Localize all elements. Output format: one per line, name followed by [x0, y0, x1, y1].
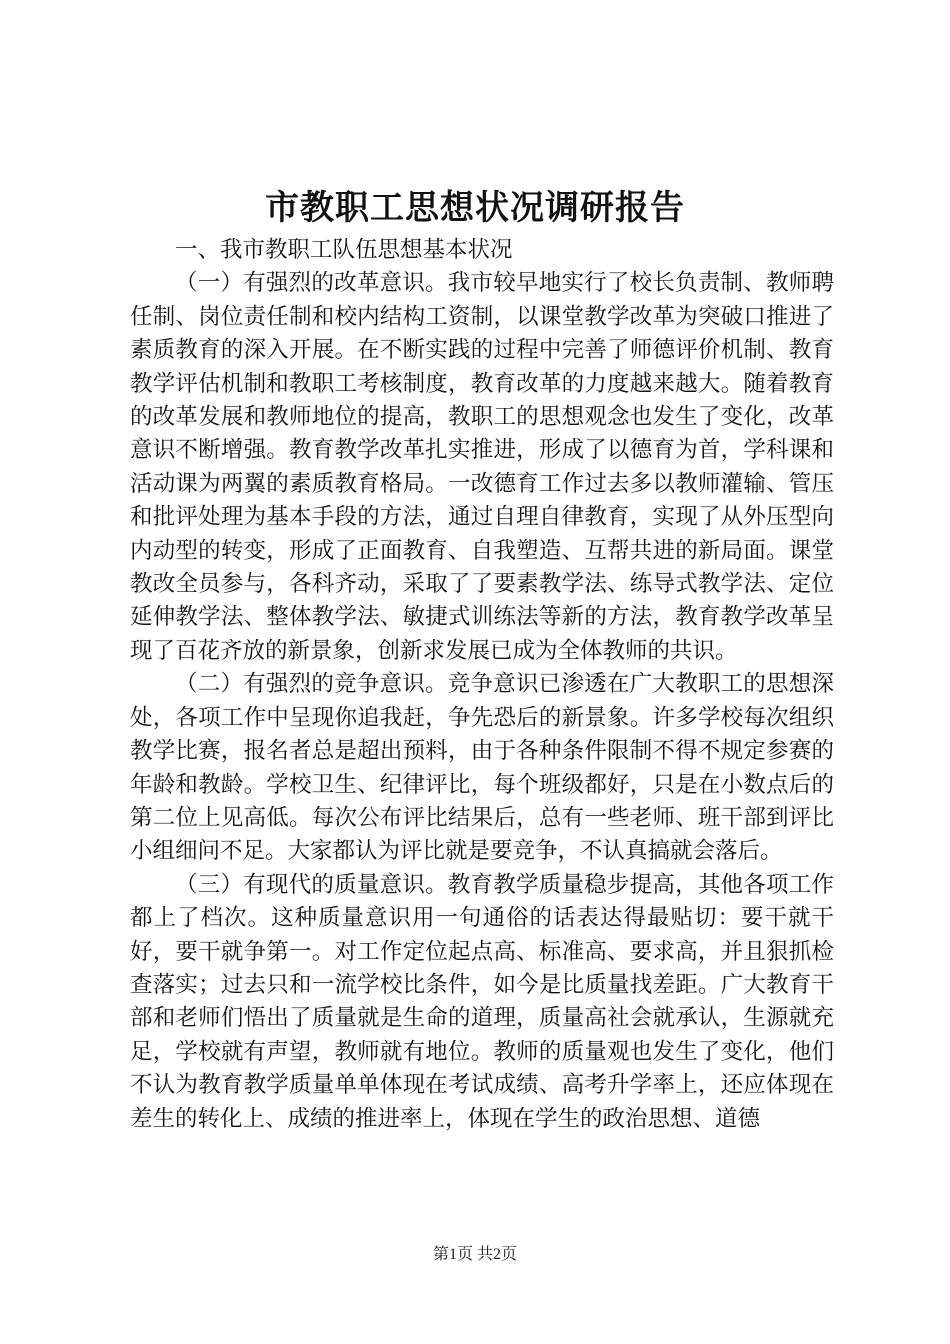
paragraph-reform-awareness: （一）有强烈的改革意识。我市较早地实行了校长负责制、教师聘任制、岗位责任制和校内结构工资制，以课堂教学改革为突破口推进了素质教育的深入开展。在不断实践的过程中完善了师德评价机制、教育教学评估机制和教职工考核制度，教育改革的力度越来越大。随着教育的改革发展和教师地位的提高，教职工的思想观念也发生了变化，改革意识不断增强。教育教学改革扎实推进，形成了以德育为首，学科课和活动课为两翼的素质教育格局。一改德育工作过去多以教师灌输、管压和批评处理为基本手段的方法，通过自理自律教育，实现了从外压型向内动型的转变，形成了正面教育、自我塑造、互帮共进的新局面。课堂教改全员参与，各科齐动，采取了了要素教学法、练导式教学法、定位延伸教学法、整体教学法、敏捷式训练法等新的方法，教育教学改革呈现了百花齐放的新景象，创新求发展已成为全体教师的共识。 [130, 270, 834, 664]
paragraph-quality-awareness: （三）有现代的质量意识。教育教学质量稳步提高，其他各项工作都上了档次。这种质量意识用一句通俗的话表达得最贴切：要干就干好，要干就争第一。对工作定位起点高、标准高、要求高，并且狠抓检查落实；过去只和一流学校比条件，如今是比质量找差距。广大教育干部和老师们悟出了质量就是生命的道理，质量高社会就承认，生源就充足，学校就有声望，教师就有地位。教师的质量观也发生了变化，他们不认为教育教学质量单单体现在考试成绩、高考升学率上，还应体现在差生的转化上、成绩的推进率上，体现在学生的政治思想、道德 [130, 871, 834, 1132]
page-number-footer: 第1页 共2页 [432, 1246, 517, 1263]
paragraph-competition-awareness: （二）有强烈的竞争意识。竞争意识已渗透在广大教职工的思想深处，各项工作中呈现你追我赶，争先恐后的新景象。许多学校每次组织教学比赛，报名者总是超出预料，由于各种条件限制不得不规定参赛的年龄和教龄。学校卫生、纪律评比，每个班级都好，只是在小数点后的第二位上见高低。每次公布评比结果后，总有一些老师、班干部到评比小组细问不足。大家都认为评比就是要竞争，不认真搞就会落后。 [130, 671, 834, 865]
document-body [130, 234, 834, 1136]
document-title: 市教职工思想状况调研报告 [265, 188, 685, 228]
section-heading: 一、我市教职工队伍思想基本状况 [175, 237, 513, 263]
